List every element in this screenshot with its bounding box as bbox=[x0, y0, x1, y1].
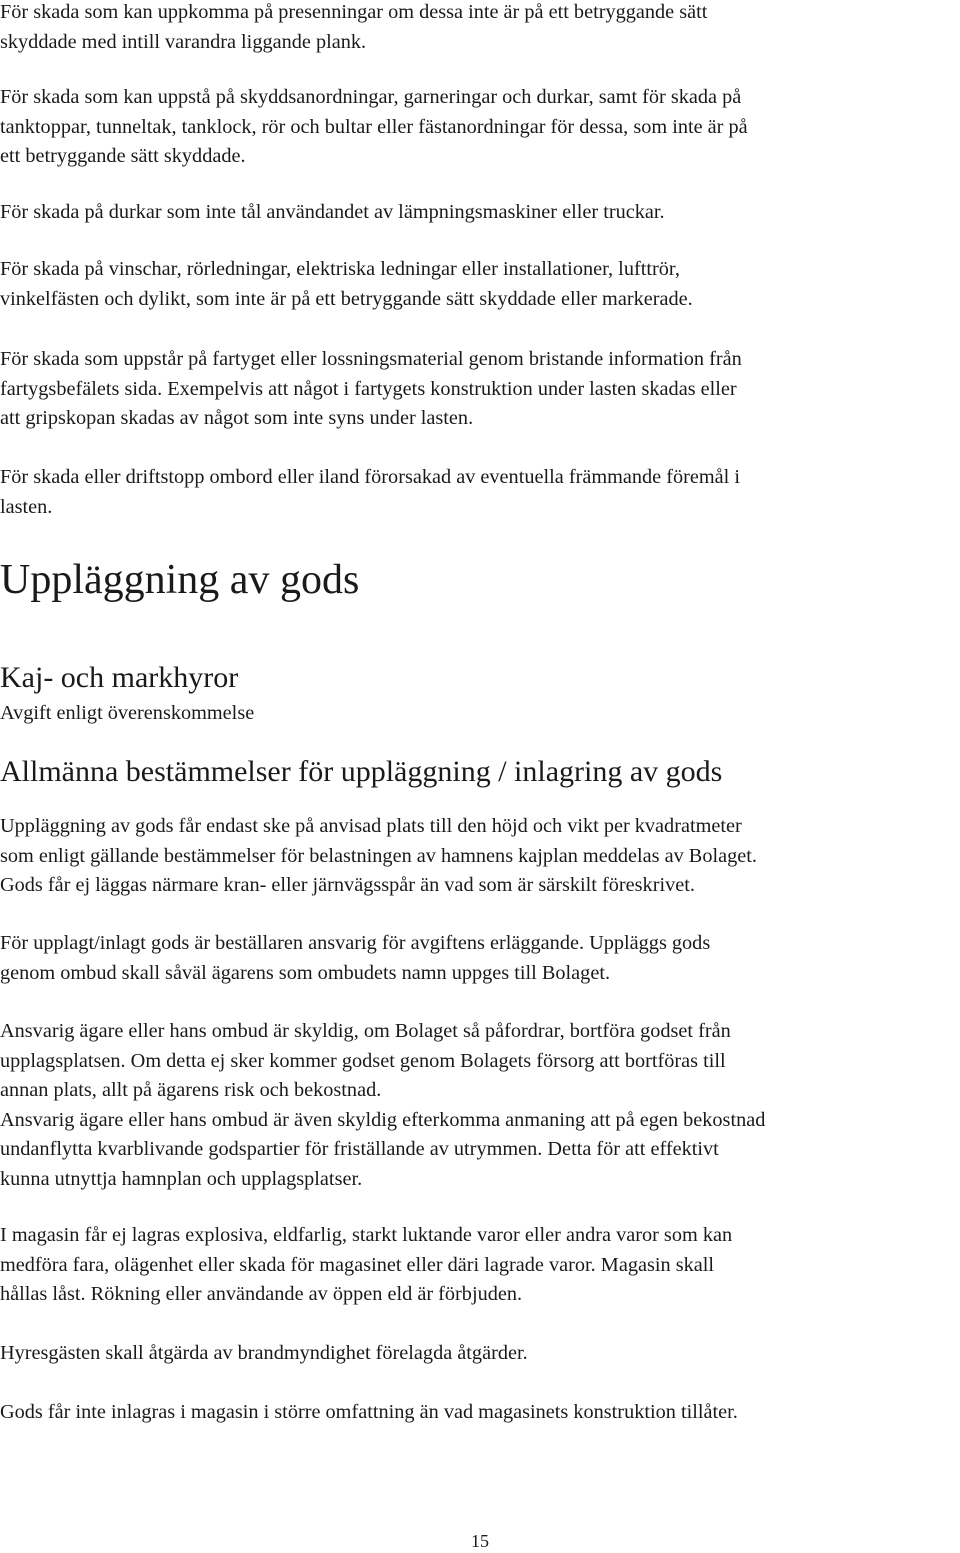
text-line: upplagsplatsen. Om detta ej sker kommer godset genom Bolagets försorg att bortföras till bbox=[0, 1049, 726, 1072]
text-line: Avgift enligt överenskommelse bbox=[0, 702, 255, 724]
section-title: Uppläggning av gods bbox=[0, 557, 360, 603]
text-line: För skada på durkar som inte tål användandet av lämpningsmaskiner eller truckar. bbox=[0, 201, 665, 223]
text-line: genom ombud skall såväl ägarens som ombudets namn uppges till Bolaget. bbox=[0, 961, 611, 984]
text-line: medföra fara, olägenhet eller skada för magasinet eller däri lagrade varor. Magasin skall bbox=[0, 1253, 715, 1276]
text-line: För skada eller driftstopp ombord eller iland förorsakad av eventuella främmande föremål i bbox=[0, 466, 740, 488]
text-line: hållas låst. Rökning eller användande av öppen eld är förbjuden. bbox=[0, 1283, 523, 1305]
paragraph-foreign-objects-damage bbox=[0, 463, 960, 522]
text-line: För upplagt/inlagt gods är beställaren ansvarig för avgiftens erläggande. Uppläggs gods bbox=[0, 932, 711, 954]
text-line: Hyresgästen skall åtgärda av brandmyndighet förelagda åtgärder. bbox=[0, 1342, 528, 1364]
text-line: lasten. bbox=[0, 495, 53, 518]
paragraph-owner-obligations bbox=[0, 1017, 960, 1194]
paragraph-information-damage bbox=[0, 345, 960, 434]
paragraph-orderer-responsibility bbox=[0, 929, 960, 988]
text-line: undanflytta kvarblivande godspartier för friställande av utrymmen. Detta för att effektivt bbox=[0, 1138, 719, 1160]
paragraph-warehouse-capacity bbox=[0, 1398, 960, 1428]
page-number: 15 bbox=[471, 1531, 489, 1551]
kaj-text bbox=[0, 699, 960, 729]
text-line: ett betryggande sätt skyddade. bbox=[0, 145, 246, 167]
text-line: kunna utnyttja hamnplan och upplagsplatser. bbox=[0, 1167, 363, 1190]
paragraph-tenant-fire-measures bbox=[0, 1339, 960, 1369]
paragraph-protective-devices-damage bbox=[0, 83, 960, 172]
text-line: annan plats, allt på ägarens risk och bekostnad. bbox=[0, 1079, 382, 1101]
kaj-heading: Kaj- och markhyror bbox=[0, 661, 239, 694]
text-line: För skada på vinschar, rörledningar, elektriska ledningar eller installationer, lufttrör, bbox=[0, 258, 680, 280]
text-line: Uppläggning av gods får endast ske på anvisad plats till den höjd och vikt per kvadratmeter bbox=[0, 815, 742, 837]
text-line: Gods får inte inlagras i magasin i större omfattning än vad magasinets konstruktion tillåter. bbox=[0, 1401, 738, 1423]
text-line: För skada som uppstår på fartyget eller lossningsmaterial genom bristande information från bbox=[0, 348, 742, 370]
text-line: I magasin får ej lagras explosiva, eldfarlig, starkt luktande varor eller andra varor som kan bbox=[0, 1224, 733, 1246]
text-line: För skada som kan uppstå på skyddsanordningar, garneringar och durkar, samt för skada på bbox=[0, 86, 742, 108]
paragraph-winch-damage bbox=[0, 255, 960, 314]
text-line: att gripskopan skadas av något som inte syns under lasten. bbox=[0, 407, 474, 429]
text-line: fartygsbefälets sida. Exempelvis att något i fartygets konstruktion under lasten skadas eller bbox=[0, 377, 737, 400]
text-line: tanktoppar, tunneltak, tanklock, rör och bultar eller fästanordningar för dessa, som inte är på bbox=[0, 115, 748, 138]
text-line: Ansvarig ägare eller hans ombud är skyldig, om Bolaget så påfordrar, bortföra godset från bbox=[0, 1020, 731, 1042]
paragraph-storage-location bbox=[0, 812, 960, 901]
paragraph-tarpaulin-damage bbox=[0, 0, 960, 57]
text-line: För skada som kan uppkomma på presenningar om dessa inte är på ett betryggande sätt bbox=[0, 1, 708, 23]
text-line: vinkelfästen och dylikt, som inte är på ett betryggande sätt skyddade eller markerade. bbox=[0, 287, 693, 310]
general-heading: Allmänna bestämmelser för uppläggning / inlagring av gods bbox=[0, 755, 723, 788]
paragraph-deck-damage bbox=[0, 198, 960, 228]
text-line: som enligt gällande bestämmelser för belastningen av hamnens kajplan meddelas av Bolaget. bbox=[0, 844, 757, 867]
text-line: Ansvarig ägare eller hans ombud är även skyldig efterkomma anmaning att på egen bekostnad bbox=[0, 1108, 766, 1131]
paragraph-warehouse-restrictions bbox=[0, 1221, 960, 1310]
text-line: Gods får ej läggas närmare kran- eller järnvägsspår än vad som är särskilt föreskrivet. bbox=[0, 874, 695, 896]
text-line: skyddade med intill varandra liggande plank. bbox=[0, 30, 367, 53]
